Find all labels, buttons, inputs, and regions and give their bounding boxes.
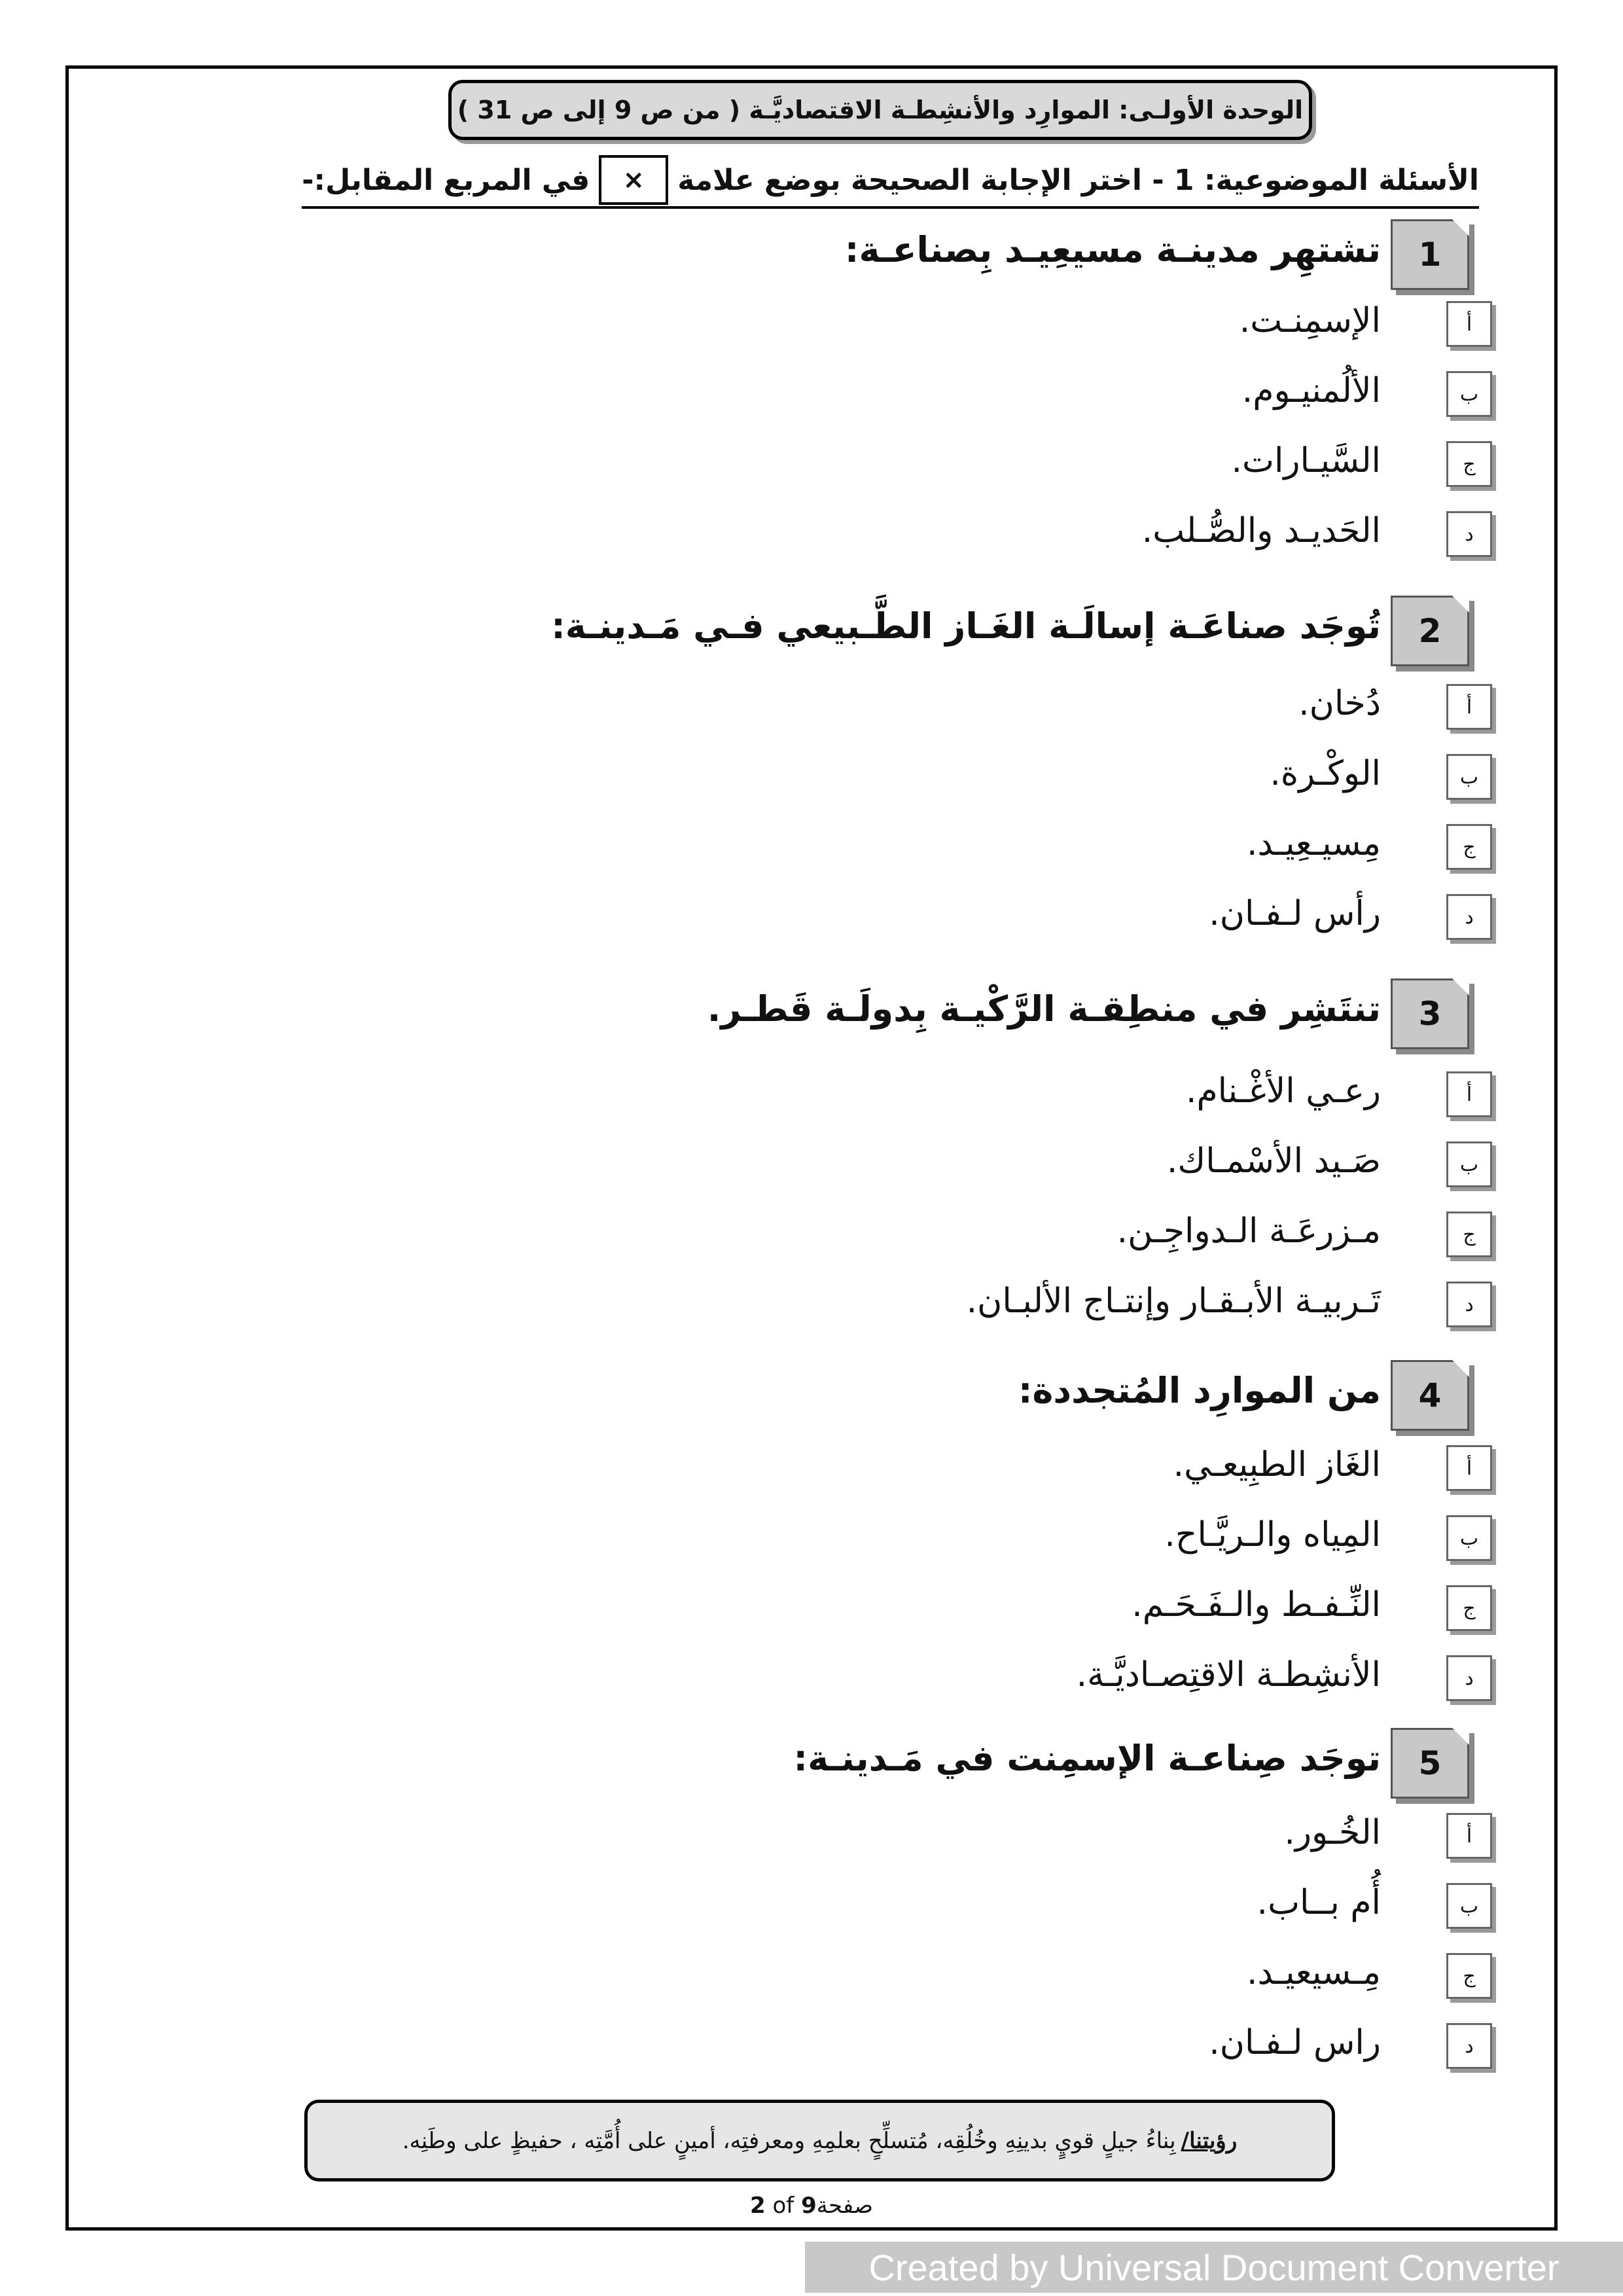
option-text: الخُـور. bbox=[1284, 1813, 1381, 1852]
instruction-text: الأسئلة الموضوعية: 1 - اختر الإجابة الصحيحة بوضع علامة bbox=[677, 163, 1479, 197]
question-number-5: 5 bbox=[1391, 1728, 1469, 1799]
option-text: رأس لـفـان. bbox=[1209, 894, 1381, 933]
option-box[interactable]: ج bbox=[1446, 824, 1492, 870]
page-number: 2 bbox=[750, 2193, 766, 2219]
option-text: الوكْـرة. bbox=[1270, 754, 1381, 793]
option-text: الحَديـد والصُّـلب. bbox=[1141, 511, 1381, 550]
option-box[interactable]: ب bbox=[1446, 754, 1492, 800]
option-text: الإسمِنـت. bbox=[1239, 301, 1381, 340]
question-text-3: تنتَشِر في منطِقـة الرَّكْيـة بِدولَـة قَطـر. bbox=[707, 988, 1381, 1030]
vision-label: رؤيتنا/ bbox=[1181, 2127, 1238, 2154]
option-text: تَـربيـة الأبـقـار وإنتـاج الألبـان. bbox=[966, 1282, 1381, 1321]
page-label: صفحة bbox=[816, 2193, 873, 2219]
page-footer bbox=[0, 2193, 1623, 2219]
option-text: صَـيد الأسْمـاك. bbox=[1166, 1141, 1381, 1181]
option-box[interactable]: د bbox=[1446, 1655, 1492, 1701]
option-text: الغَاز الطبِيعـي. bbox=[1173, 1445, 1381, 1484]
option-box[interactable]: ب bbox=[1446, 1515, 1492, 1561]
unit-title: الوحدة الأولـى: الموارِد والأنشِطـة الاقتصاديَّـة ( من ص 9 إلى ص 31 ) bbox=[457, 96, 1304, 124]
option-box[interactable]: ب bbox=[1446, 1141, 1492, 1187]
option-text: السَّيـارات. bbox=[1231, 441, 1381, 480]
option-box[interactable]: أ bbox=[1446, 1071, 1492, 1117]
question-number-2: 2 bbox=[1391, 596, 1469, 666]
option-text: راس لـفـان. bbox=[1209, 2023, 1381, 2062]
vision-statement-box bbox=[304, 2100, 1335, 2181]
option-box[interactable]: ب bbox=[1446, 371, 1492, 417]
watermark: Created by Universal Document Converter bbox=[805, 2242, 1623, 2293]
option-box[interactable]: د bbox=[1446, 511, 1492, 557]
question-number-4: 4 bbox=[1391, 1360, 1469, 1431]
question-number-3: 3 bbox=[1391, 978, 1469, 1049]
option-text: المِياه والـريَّـاح. bbox=[1164, 1515, 1381, 1554]
question-number-1: 1 bbox=[1391, 219, 1469, 290]
option-box[interactable]: ج bbox=[1446, 1953, 1492, 1999]
option-box[interactable]: ج bbox=[1446, 441, 1492, 487]
option-box[interactable]: ب bbox=[1446, 1883, 1492, 1929]
option-box[interactable]: د bbox=[1446, 894, 1492, 940]
option-text: مِـسيعيـد. bbox=[1246, 1953, 1381, 1992]
option-text: الأنشِطـة الاقتِصـاديَّـة. bbox=[1076, 1655, 1381, 1695]
question-text-1: تشتهِر مدينـة مسيعِيـد بِصناعـة: bbox=[844, 229, 1381, 270]
option-text: دُخان. bbox=[1298, 684, 1381, 723]
option-text: أُم بــاب. bbox=[1257, 1883, 1381, 1922]
question-text-2: تُوجَد صناعَـة إسالَـة الغَـاز الطَّـبيعي فـي مَـدينـة: bbox=[551, 605, 1381, 647]
question-text-4: من الموارِد المُتجددة: bbox=[1018, 1370, 1381, 1411]
option-box[interactable]: أ bbox=[1446, 1445, 1492, 1491]
option-box[interactable]: ج bbox=[1446, 1211, 1492, 1257]
page-of: of bbox=[772, 2193, 794, 2219]
option-text: مـزرعَـة الـدواجِـن. bbox=[1116, 1211, 1381, 1251]
option-box[interactable]: أ bbox=[1446, 1813, 1492, 1859]
option-text: رعـي الأغْـنام. bbox=[1185, 1071, 1381, 1111]
instruction-line bbox=[302, 154, 1479, 209]
option-text: مِسيـعِيـد. bbox=[1246, 824, 1381, 863]
option-text: النِّـفـط والـفَـحَـم. bbox=[1132, 1585, 1381, 1624]
option-box[interactable]: أ bbox=[1446, 684, 1492, 730]
option-box[interactable]: ج bbox=[1446, 1585, 1492, 1631]
question-text-5: توجَد صِناعـة الإسمِنت في مَـدينـة: bbox=[793, 1738, 1381, 1779]
option-text: الألُمنيـوم. bbox=[1241, 371, 1381, 410]
total-pages: 9 bbox=[801, 2193, 817, 2219]
option-box[interactable]: أ bbox=[1446, 301, 1492, 347]
instruction-suffix: في المربع المقابل:- bbox=[302, 163, 590, 197]
vision-text: بِناءُ جيلٍ قويٍ بدينِهِ وخُلُقِه، مُتسلِّحٍ بعلمِهِ ومعرفتِه، أمينٍ على أُمَّتِه ، حفيظٍ على وطَنِه. bbox=[402, 2127, 1176, 2154]
x-mark-box: × bbox=[599, 155, 668, 205]
unit-title-box bbox=[448, 80, 1312, 140]
option-box[interactable]: د bbox=[1446, 2023, 1492, 2069]
option-box[interactable]: د bbox=[1446, 1282, 1492, 1327]
